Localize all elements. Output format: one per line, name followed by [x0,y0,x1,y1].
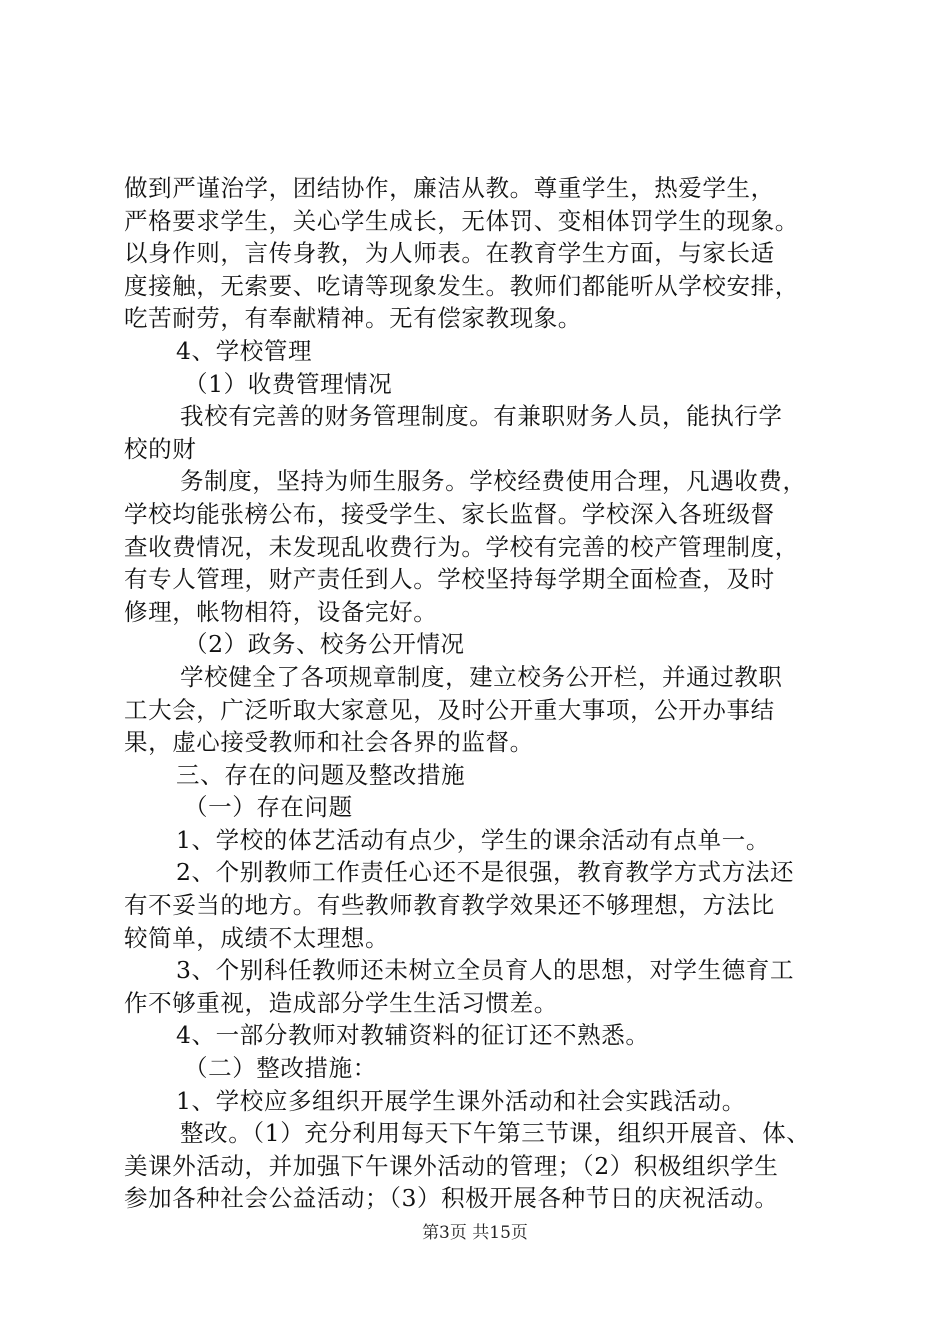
subsection-heading: （1）收费管理情况 [184,369,393,398]
list-item: 1、学校应多组织开展学生课外活动和社会实践活动。 [176,1086,746,1115]
list-item: 3、个别科任教师还未树立全员育人的思想，对学生德育工 [176,956,795,985]
text-line: 修理，帐物相符，设备完好。 [124,597,438,626]
text-line: 查收费情况，未发现乱收费行为。学校有完善的校产管理制度， [124,532,799,561]
list-item: 1、学校的体艺活动有点少，学生的课余活动有点单一。 [176,825,770,854]
text-line: 务制度，坚持为师生服务。学校经费使用合理，凡遇收费， [180,467,807,496]
section-heading: 4、学校管理 [176,336,313,365]
text-line: 校的财 [124,434,197,463]
section-heading: 三、存在的问题及整改措施 [176,760,466,789]
text-line: 有不妥当的地方。有些教师教育教学效果还不够理想，方法比 [124,891,775,920]
list-item: 2、个别教师工作责任心还不是很强，教育教学方式方法还 [176,858,795,887]
text-line: 我校有完善的财务管理制度。有兼职财务人员，能执行学 [180,402,783,431]
text-line: 有专人管理，财产责任到人。学校坚持每学期全面检查，及时 [124,565,775,594]
text-line: 度接触，无索要、吃请等现象发生。教师们都能听从学校安排， [124,271,799,300]
text-line: 整改。（1）充分利用每天下午第三节课，组织开展音、体、 [180,1119,811,1148]
text-line: 较简单，成绩不太理想。 [124,923,390,952]
text-line: 学校健全了各项规章制度，建立校务公开栏，并通过教职 [180,662,783,691]
subsection-heading: （2）政务、校务公开情况 [184,630,465,659]
list-item: 4、一部分教师对教辅资料的征订还不熟悉。 [176,1021,650,1050]
text-line: 工大会，广泛听取大家意见，及时公开重大事项，公开办事结 [124,695,775,724]
text-line: 参加各种社会公益活动；（3）积极开展各种节日的庆祝活动。 [124,1184,779,1213]
text-line: 美课外活动，并加强下午课外活动的管理；（2）积极组织学生 [124,1151,779,1180]
text-line: 以身作则，言传身教，为人师表。在教育学生方面，与家长适 [124,239,775,268]
subsection-heading: （一）存在问题 [184,793,353,822]
text-line: 吃苦耐劳，有奉献精神。无有偿家教现象。 [124,304,582,333]
document-body [124,172,844,1215]
text-line: 做到严谨治学，团结协作，廉洁从教。尊重学生，热爱学生， [124,174,775,202]
text-line: 作不够重视，造成部分学生生活习惯差。 [124,988,558,1017]
text-line: 学校均能张榜公布，接受学生、家长监督。学校深入各班级督 [124,499,775,528]
subsection-heading: （二）整改措施： [184,1054,377,1083]
text-line: 严格要求学生，关心学生成长，无体罚、变相体罚学生的现象。 [124,206,799,235]
page-footer: 第3页 共15页 [422,1223,528,1243]
text-line: 果，虚心接受教师和社会各界的监督。 [124,728,534,757]
